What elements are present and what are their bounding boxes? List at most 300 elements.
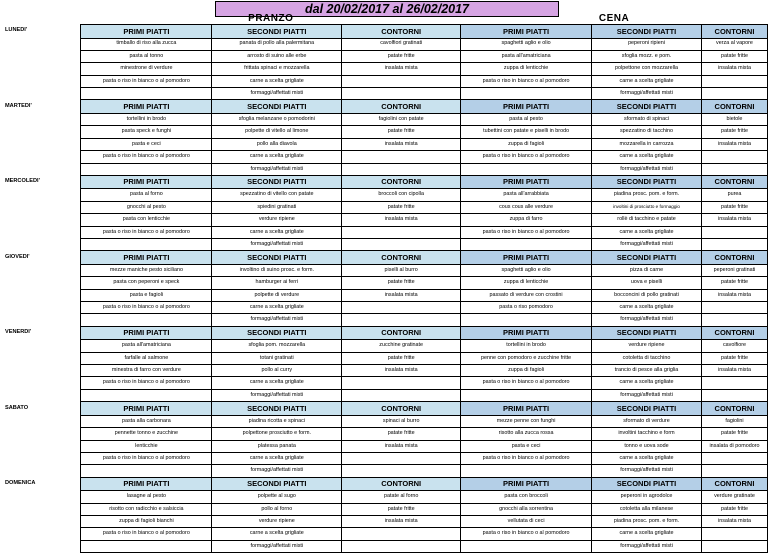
menu-row [5,465,768,477]
column-header-secondi: SECONDI PIATTI [212,477,342,491]
menu-cell: mozzarella in carrozza [592,138,702,150]
menu-cell [342,238,461,250]
column-header-contorni: CONTORNI [342,175,461,189]
menu-cell: risotto alla zucca rossa [461,428,592,440]
column-header-primi: PRIMI PIATTI [81,175,212,189]
menu-cell: insalata mista [701,138,767,150]
menu-row [5,163,768,175]
menu-cell: broccoli con cipolla [342,189,461,201]
menu-cell: pollo al forno [212,503,342,515]
day-label: SABATO [5,404,29,411]
menu-cell: pasta o riso in bianco o al pomodoro [81,377,212,389]
menu-cell: zucchine gratinate [342,340,461,352]
menu-cell: bocconcini di pollo gratinati [592,289,702,301]
menu-row [5,289,768,301]
menu-cell: mezze maniche pesto siciliano [81,264,212,276]
menu-row [5,503,768,515]
column-header-contorni: CONTORNI [701,402,767,416]
menu-cell: insalata mista [342,440,461,452]
menu-cell: carne a scelta grigliate [592,452,702,464]
menu-cell: mezze penne con funghi [461,415,592,427]
menu-cell [342,389,461,401]
menu-cell: polpette di vitello al limone [212,126,342,138]
lunch-heading: PRANZO [248,13,294,24]
menu-cell: formaggi/affettati misti [592,163,702,175]
menu-cell: insalata mista [342,365,461,377]
menu-cell [701,528,767,540]
menu-row [5,38,768,50]
menu-row [5,428,768,440]
menu-cell: carne a scelta grigliate [212,75,342,87]
menu-cell: spezzatino di tacchino [592,126,702,138]
column-header-primi: PRIMI PIATTI [461,175,592,189]
menu-cell: fagiolini con patate [342,113,461,125]
menu-cell [461,389,592,401]
menu-row [5,50,768,62]
menu-cell: piadina prosc. pom. e form. [592,516,702,528]
menu-cell: patate fritte [342,503,461,515]
menu-row [5,138,768,150]
column-header-contorni: CONTORNI [342,25,461,39]
menu-cell [701,88,767,100]
day-label: MARTEDI' [5,102,32,109]
column-header-secondi: SECONDI PIATTI [212,251,342,265]
day-header-row [5,326,768,340]
menu-cell: penne con pomodoro e zucchine fritte [461,352,592,364]
column-header-primi: PRIMI PIATTI [81,25,212,39]
column-header-primi: PRIMI PIATTI [461,251,592,265]
menu-cell [81,163,212,175]
menu-cell: piadina prosc. pom. e form. [592,189,702,201]
menu-cell: sformato di spinaci [592,113,702,125]
menu-cell: formaggi/affettati misti [212,389,342,401]
menu-cell: cavolfiore [701,340,767,352]
menu-row [5,151,768,163]
menu-cell: pasta e fagioli [81,289,212,301]
menu-cell: pasta e ceci [461,440,592,452]
menu-cell: patate fritte [701,201,767,213]
column-header-secondi: SECONDI PIATTI [592,326,702,340]
column-header-contorni: CONTORNI [701,326,767,340]
menu-cell: polpette di verdure [212,289,342,301]
menu-cell: involtini tacchino e form [592,428,702,440]
weekly-menu-table [5,11,768,553]
menu-cell: patate fritte [342,352,461,364]
menu-cell [461,238,592,250]
column-header-secondi: SECONDI PIATTI [592,251,702,265]
menu-cell: formaggi/affettati misti [212,465,342,477]
menu-cell: trancio di pesce alla griglia [592,365,702,377]
menu-cell: insalata mista [701,63,767,75]
menu-cell: patate fritte [701,126,767,138]
menu-row [5,365,768,377]
menu-cell: vellutata di ceci [461,516,592,528]
column-header-primi: PRIMI PIATTI [461,25,592,39]
menu-cell: passato di verdure con crostini [461,289,592,301]
menu-cell: rollè di tacchino e patate [592,214,702,226]
column-header-secondi: SECONDI PIATTI [592,25,702,39]
menu-row [5,528,768,540]
menu-cell: pasta alla carbonara [81,415,212,427]
menu-cell: pollo alla diavola [212,138,342,150]
menu-row [5,516,768,528]
column-header-primi: PRIMI PIATTI [461,100,592,114]
menu-cell: pasta o riso in bianco o al pomodoro [461,151,592,163]
menu-cell: carne a scelta grigliate [212,528,342,540]
menu-row [5,75,768,87]
menu-row [5,63,768,75]
menu-cell: tortellini in brodo [461,340,592,352]
menu-cell: carne a scelta grigliate [592,302,702,314]
menu-cell [701,314,767,326]
menu-cell [342,465,461,477]
column-header-secondi: SECONDI PIATTI [212,175,342,189]
menu-cell: arrosto di suino alle erbe [212,50,342,62]
menu-cell: gnocchi al pesto [81,201,212,213]
column-header-secondi: SECONDI PIATTI [212,326,342,340]
menu-cell [81,389,212,401]
menu-cell: patate fritte [701,428,767,440]
menu-cell: fagiolini [701,415,767,427]
menu-row [5,189,768,201]
menu-cell: totani gratinati [212,352,342,364]
menu-cell [701,465,767,477]
menu-cell: timballo di riso alla zucca [81,38,212,50]
day-label: VENERDI' [5,329,32,336]
dinner-heading: CENA [598,13,630,24]
menu-row [5,352,768,364]
menu-cell: uova e piselli [592,277,702,289]
menu-cell: formaggi/affettati misti [592,389,702,401]
menu-cell [81,314,212,326]
column-header-primi: PRIMI PIATTI [461,477,592,491]
menu-cell: insalata mista [342,516,461,528]
menu-cell: zuppa di fagioli bianchi [81,516,212,528]
menu-cell: sformato di verdure [592,415,702,427]
menu-cell: cotoletta alla milanese [592,503,702,515]
day-header-row [5,402,768,416]
day-label: MERCOLEDI' [5,178,40,185]
menu-cell: pasta o riso pomodoro [461,302,592,314]
menu-cell [461,540,592,552]
menu-cell: pasta al forno [81,189,212,201]
menu-cell: patate fritte [342,277,461,289]
menu-row [5,201,768,213]
column-header-primi: PRIMI PIATTI [81,100,212,114]
menu-cell: involtino di suino prosc. e form. [212,264,342,276]
menu-cell: pollo al curry [212,365,342,377]
day-label: GIOVEDI' [5,253,30,260]
menu-cell: piadina ricotta e spinaci [212,415,342,427]
menu-cell: patate fritte [701,503,767,515]
menu-cell: formaggi/affettati misti [592,540,702,552]
menu-cell [701,377,767,389]
menu-cell [461,465,592,477]
column-header-contorni: CONTORNI [701,251,767,265]
menu-cell: insalata mista [701,516,767,528]
menu-cell: pasta o riso in bianco o al pomodoro [461,226,592,238]
menu-cell: peperoni in agrodolce [592,491,702,503]
menu-cell: patate fritte [701,50,767,62]
menu-cell: formaggi/affettati misti [592,465,702,477]
column-header-primi: PRIMI PIATTI [81,251,212,265]
menu-cell: spaghetti aglio e olio [461,264,592,276]
menu-cell [701,540,767,552]
column-header-contorni: CONTORNI [342,251,461,265]
column-header-contorni: CONTORNI [342,402,461,416]
menu-cell: pasta con lenticchie [81,214,212,226]
menu-cell: formaggi/affettati misti [212,163,342,175]
menu-cell [701,75,767,87]
day-header-row [5,477,768,491]
menu-cell: verdure ripiene [592,340,702,352]
menu-cell: pizza di carne [592,264,702,276]
column-header-secondi: SECONDI PIATTI [592,175,702,189]
day-header-row [5,100,768,114]
menu-cell: formaggi/affettati misti [592,238,702,250]
menu-cell: peperoni ripieni [592,38,702,50]
menu-cell: zuppa di lenticchie [461,277,592,289]
day-header-row [5,25,768,39]
column-header-primi: PRIMI PIATTI [81,402,212,416]
menu-cell [342,75,461,87]
menu-cell: carne a scelta grigliate [212,377,342,389]
menu-cell: piselli al burro [342,264,461,276]
day-header-row [5,175,768,189]
menu-cell: pasta all'arrabbiata [461,189,592,201]
menu-cell: verdure ripiene [212,214,342,226]
menu-cell: insalata di pomodoro [701,440,767,452]
menu-row [5,389,768,401]
menu-cell: insalata mista [342,289,461,301]
column-header-contorni: CONTORNI [701,100,767,114]
menu-cell [701,302,767,314]
menu-cell [81,465,212,477]
menu-cell: formaggi/affettati misti [592,314,702,326]
menu-cell: bietole [701,113,767,125]
menu-cell [461,163,592,175]
column-header-secondi: SECONDI PIATTI [212,25,342,39]
menu-cell: sfoglia mozz. e pom. [592,50,702,62]
menu-row [5,126,768,138]
menu-row [5,226,768,238]
menu-cell: zuppa di farro [461,214,592,226]
menu-cell: cavolfiori gratinati [342,38,461,50]
menu-week-title: dal 20/02/2017 al 26/02/2017 [215,1,559,17]
menu-cell: gnocchi alla sorrentina [461,503,592,515]
day-label: LUNEDI' [5,27,28,34]
menu-row [5,540,768,552]
column-header-primi: PRIMI PIATTI [461,326,592,340]
menu-cell: tubettini con patate e piselli in brodo [461,126,592,138]
menu-cell: farfalle al salmone [81,352,212,364]
menu-cell: insalata mista [342,138,461,150]
menu-cell [342,377,461,389]
menu-cell [701,389,767,401]
menu-row [5,340,768,352]
menu-cell: pasta o riso in bianco o al pomodoro [81,75,212,87]
menu-cell: pasta o riso in bianco o al pomodoro [461,377,592,389]
menu-cell: pasta o riso in bianco o al pomodoro [461,528,592,540]
menu-cell: spezzatino di vitello con patate [212,189,342,201]
menu-row [5,214,768,226]
column-header-primi: PRIMI PIATTI [461,402,592,416]
menu-row [5,277,768,289]
menu-cell: insalata mista [701,365,767,377]
column-header-primi: PRIMI PIATTI [81,326,212,340]
day-label: DOMENICA [5,480,36,487]
menu-cell: insalata mista [701,214,767,226]
menu-row [5,415,768,427]
menu-cell: carne a scelta grigliate [212,226,342,238]
menu-cell: patate fritte [342,50,461,62]
menu-row [5,452,768,464]
menu-cell: panata di pollo alla palermitana [212,38,342,50]
menu-cell: pasta con broccoli [461,491,592,503]
menu-cell: pasta o riso in bianco o al pomodoro [461,75,592,87]
menu-cell: carne a scelta grigliate [592,377,702,389]
column-header-secondi: SECONDI PIATTI [212,402,342,416]
menu-cell: pasta all'amatriciana [461,50,592,62]
menu-cell: patate al forno [342,491,461,503]
column-header-contorni: CONTORNI [342,326,461,340]
menu-cell: sfoglia melanzane o pomodorini [212,113,342,125]
menu-cell [81,88,212,100]
menu-cell: pasta con peperoni e speck [81,277,212,289]
menu-cell: minestra di farro con verdure [81,365,212,377]
menu-cell [701,238,767,250]
menu-cell [342,226,461,238]
menu-cell [701,163,767,175]
column-header-contorni: CONTORNI [701,25,767,39]
menu-cell: carne a scelta grigliate [212,452,342,464]
menu-row [5,88,768,100]
menu-cell: insalata mista [342,214,461,226]
day-header-row [5,251,768,265]
menu-row [5,113,768,125]
menu-cell [342,540,461,552]
menu-cell [342,163,461,175]
menu-row [5,264,768,276]
menu-cell [342,151,461,163]
menu-cell: formaggi/affettati misti [212,88,342,100]
menu-cell: pasta o riso in bianco o al pomodoro [81,226,212,238]
menu-cell: patate fritte [701,277,767,289]
menu-cell: pasta all'amatriciana [81,340,212,352]
menu-cell [701,151,767,163]
menu-cell: tortellini in brodo [81,113,212,125]
menu-cell: zuppa di fagioli [461,365,592,377]
menu-cell: pasta o riso in bianco o al pomodoro [81,151,212,163]
menu-cell: pasta al tonno [81,50,212,62]
menu-cell: risotto con radicchio e salsiccia [81,503,212,515]
menu-row [5,440,768,452]
menu-cell: hamburger ai ferri [212,277,342,289]
menu-cell: patate fritte [342,428,461,440]
menu-cell: carne a scelta grigliate [212,302,342,314]
menu-cell: spaghetti aglio e olio [461,38,592,50]
menu-cell: formaggi/affettati misti [212,314,342,326]
menu-cell: formaggi/affettati misti [212,540,342,552]
menu-cell: spiedini gratinati [212,201,342,213]
menu-cell: platessa panata [212,440,342,452]
menu-row [5,238,768,250]
menu-row [5,302,768,314]
menu-cell: carne a scelta grigliate [592,75,702,87]
column-header-secondi: SECONDI PIATTI [592,100,702,114]
column-header-contorni: CONTORNI [701,175,767,189]
menu-cell: purea [701,189,767,201]
menu-cell [81,238,212,250]
menu-cell: zuppa di fagioli [461,138,592,150]
menu-cell: lenticchie [81,440,212,452]
menu-cell: pasta o riso in bianco o al pomodoro [81,528,212,540]
menu-cell: carne a scelta grigliate [212,151,342,163]
menu-cell: verdure gratinate [701,491,767,503]
column-header-primi: PRIMI PIATTI [81,477,212,491]
menu-cell: cotoletta di tacchino [592,352,702,364]
menu-cell: pasta e ceci [81,138,212,150]
menu-cell: carne a scelta grigliate [592,151,702,163]
menu-cell [701,452,767,464]
menu-cell: verdure ripiene [212,516,342,528]
menu-cell [461,88,592,100]
menu-cell: spinaci al burro [342,415,461,427]
menu-cell: formaggi/affettati misti [212,238,342,250]
menu-cell: sfoglia pom. mozzarella [212,340,342,352]
menu-cell: patate fritte [342,126,461,138]
menu-cell [342,302,461,314]
menu-cell: pasta al pesto [461,113,592,125]
menu-cell [342,528,461,540]
menu-cell: insalata mista [342,63,461,75]
menu-cell: pasta o riso in bianco o al pomodoro [81,452,212,464]
column-header-contorni: CONTORNI [342,477,461,491]
menu-cell: pasta o riso in bianco o al pomodoro [81,302,212,314]
menu-cell: pennette tonno e zucchine [81,428,212,440]
menu-cell [81,540,212,552]
column-header-secondi: SECONDI PIATTI [212,100,342,114]
menu-cell [701,226,767,238]
menu-cell: formaggi/affettati misti [592,88,702,100]
menu-cell [342,452,461,464]
menu-cell: frittata spinaci e mozzarella [212,63,342,75]
menu-cell: zuppa di lenticchie [461,63,592,75]
menu-row [5,314,768,326]
menu-cell: involtini di prosciutto e formaggio [592,201,702,213]
menu-cell: minestrone di verdure [81,63,212,75]
menu-cell: tonno e uova sode [592,440,702,452]
menu-cell [342,314,461,326]
menu-cell [461,314,592,326]
menu-cell: carne a scelta grigliate [592,528,702,540]
menu-cell: patate fritte [701,352,767,364]
menu-cell: pasta speck e funghi [81,126,212,138]
column-header-contorni: CONTORNI [701,477,767,491]
menu-cell: polpettone con mozzarella [592,63,702,75]
column-header-secondi: SECONDI PIATTI [592,477,702,491]
menu-cell: cous cous alle verdure [461,201,592,213]
column-header-contorni: CONTORNI [342,100,461,114]
menu-cell: lasagne al pesto [81,491,212,503]
menu-cell: patate fritte [342,201,461,213]
menu-cell [342,88,461,100]
menu-cell: insalata mista [701,289,767,301]
menu-cell: pasta o riso in bianco o al pomodoro [461,452,592,464]
menu-cell: polpette al sugo [212,491,342,503]
menu-cell: polpettone prosciutto e form. [212,428,342,440]
menu-cell: peperoni gratinati [701,264,767,276]
